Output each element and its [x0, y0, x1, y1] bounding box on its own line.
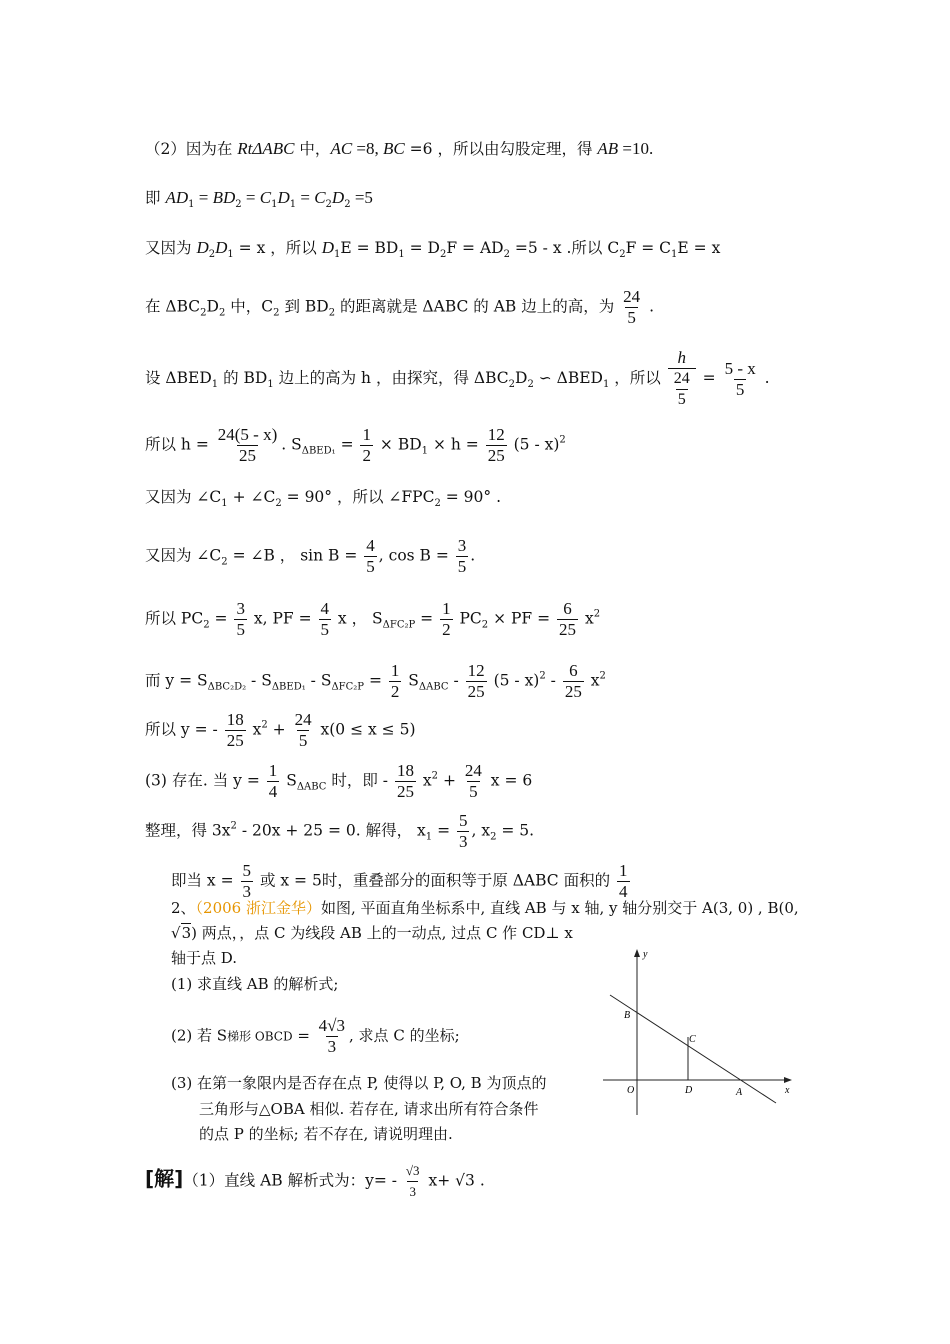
- solution-line-3: 又因为 $D_2D_1 = x$ ，所以 $D_1E = BD_1 = D_2F = AD_2 =5 - x$ .所以 $C_2F = C_1E = x$: [145, 238, 721, 260]
- problem-2-part-2: (2) 若 S梯形 OBCD = $\frac{4√3}{3}$ , 求点 C 的坐标;: [171, 1016, 460, 1056]
- point-c-label: C: [689, 1034, 696, 1045]
- problem-2-part-3-line-1: (3) 在第一象限内是否存在点 P, 使得以 P, O, B 为顶点的: [171, 1074, 547, 1092]
- solution-line-8: 又因为 $\angle C_2$ = ∠B ， sin B = $\frac{4}{5}$ , cos B = $\frac{3}{5}$ .: [145, 536, 476, 576]
- y-axis-arrow: [634, 949, 640, 957]
- problem-2-line-3: 轴于点 D.: [171, 949, 238, 967]
- fraction: $\frac{4}{5}$: [366, 536, 375, 576]
- problem-2-part-1: (1) 求直线 AB 的解析式;: [171, 975, 339, 993]
- solution-line-7: 又因为 $\angle C_1$ + $\angle C_2 = 90^\circ$ ，所以 $\angle FPC_2 = 90^\circ$ .: [145, 488, 502, 509]
- fraction: $\frac{1}{4}$: [619, 861, 628, 901]
- solution-line-14: 即当 x = $\frac{5}{3}$ 或 x = 5时，重叠部分的面积等于原 ΔABC 面积的 $\frac{1}{4}$: [171, 861, 628, 901]
- fraction: $\frac{1}{2}$: [362, 425, 371, 465]
- problem-2-part-3-line-3: 的点 P 的坐标; 若不存在, 请说明理由.: [199, 1125, 453, 1143]
- point-a-label: A: [736, 1087, 743, 1098]
- point-d-label: D: [685, 1085, 693, 1096]
- fraction: $\frac{12}{25}$: [487, 425, 505, 465]
- x-label: x: [785, 1085, 790, 1096]
- fraction: $\frac{3}{5}$: [236, 599, 245, 639]
- fraction: $\frac{h}{\frac{24}{5}}$: [668, 348, 696, 410]
- y-label: y: [643, 949, 648, 960]
- fraction: $\frac{3}{5}$: [457, 536, 467, 576]
- fraction: $\frac{12}{25}$: [467, 661, 485, 701]
- fraction: $\frac{5 - x}{5}$: [724, 358, 756, 399]
- solution-line-6: 所以 h = $\frac{24(5 - x)}{25}$ . $S_{\Delta BED_1}$ = $\frac{1}{2}$ × $BD_1 \times h$ = $\frac{12}{25}$ (5 - x)$^2$: [145, 425, 566, 465]
- line-ab: [610, 995, 776, 1103]
- solution-line-9: 所以 $PC_2$ = $\frac{3}{5}$ x, PF = $\frac{4}{5}$ x ， $S_{\Delta FC_2P}$ = $\frac{1}{2}$ $PC_2$ × PF = $\frac{6}{25}$ $x^2$: [145, 599, 601, 639]
- problem-2-part-3-line-2: 三角形与△OBA 相似. 若存在, 请求出所有符合条件: [199, 1100, 539, 1118]
- solution-line-4: 在 $\Delta BC_2D_2$ 中，$C_2$ 到 $BD_2$ 的距离就是 ΔABC 的 AB 边上的高，为 $\frac{24}{5}$ .: [145, 287, 655, 327]
- fraction: $\frac{√3}{3}$: [404, 1161, 422, 1202]
- answer-line-1: [解]（1）直线 AB 解析式为：y= - $\frac{√3}{3}$ x+ √3 .: [145, 1161, 485, 1202]
- fraction: $\frac{24}{5}$: [623, 287, 641, 327]
- solution-line-11: 所以 y = - $\frac{18}{25}$ $x^2$ + $\frac{24}{5}$ x(0 ≤ x ≤ 5): [145, 710, 416, 750]
- solution-line-2: 即 $AD_1 = BD_2 = C_1D_1 = C_2D_2 =5$: [145, 188, 373, 210]
- solution-line-5: 设 $\Delta BED_1$ 的 $BD_1$ 边上的高为 h ，由探究，得 $\Delta BC_2D_2$ ∽ $\Delta BED_1$ ，所以 $\frac{h}{\frac{24}{5}}$ = $\frac{5 - x}{5}$ .: [145, 348, 770, 408]
- fraction: $\frac{4}{5}$: [320, 599, 329, 639]
- solution-line-10: 而 $y = S_{\Delta BC_2D_2} - S_{\Delta BED_1} - S_{\Delta FC_2P}$ = $\frac{1}{2}$ $S_{\Delta ABC}$ - $\frac{12}{25}$ (5 - x)$^2$ - $\frac{6}{25}$ $x^2$: [145, 661, 606, 701]
- solution-line-1: （2）因为在 RtΔABC 中，AC =8, BC =6 ，所以由勾股定理，得 AB =10.: [145, 139, 654, 158]
- point-b-label: B: [624, 1010, 631, 1021]
- fraction: $\frac{24}{5}$: [464, 761, 482, 801]
- fraction: $\frac{4√3}{3}$: [318, 1016, 346, 1056]
- fraction: $\frac{24}{5}$: [294, 710, 312, 750]
- fraction: $\frac{1}{2}$: [390, 661, 400, 701]
- point-o-label: O: [627, 1085, 635, 1096]
- fraction: $\frac{18}{25}$: [396, 761, 414, 801]
- fraction: $\frac{5}{3}$: [242, 861, 252, 901]
- solution-line-12: (3) 存在. 当 y = $\frac{1}{4}$ $S_{\Delta ABC}$ 时，即 - $\frac{18}{25}$ $x^2$ + $\frac{24}{5}$ x = 6: [145, 761, 533, 801]
- answer-tag: [解]: [145, 1166, 184, 1191]
- fraction: $\frac{5}{3}$: [458, 811, 468, 851]
- problem-2-line-1: 2、（2006 浙江金华）如图, 平面直角坐标系中, 直线 AB 与 x 轴, y 轴分别交于 A(3, 0) , B(0,: [171, 899, 799, 917]
- fraction: $\frac{18}{25}$: [226, 710, 244, 750]
- source-tag: （2006 浙江金华）: [195, 899, 321, 917]
- fraction: $\frac{1}{2}$: [442, 599, 451, 639]
- fraction: $\frac{6}{25}$: [559, 599, 577, 639]
- problem-2-line-2: √3) 两点，，点 C 为线段 AB 上的一动点, 过点 C 作 CD⊥ x: [171, 924, 573, 942]
- fraction: $\frac{6}{25}$: [564, 661, 582, 701]
- x-axis-arrow: [784, 1077, 792, 1083]
- solution-line-13: 整理，得 $3x^2 - 20x + 25 = 0$. 解得， $x_1$ = $\frac{5}{3}$ , $x_2 = 5$.: [145, 811, 535, 851]
- fraction: $\frac{1}{4}$: [268, 761, 278, 801]
- coordinate-figure: [600, 945, 800, 1125]
- fraction: $\frac{24(5 - x)}{25}$: [217, 425, 278, 465]
